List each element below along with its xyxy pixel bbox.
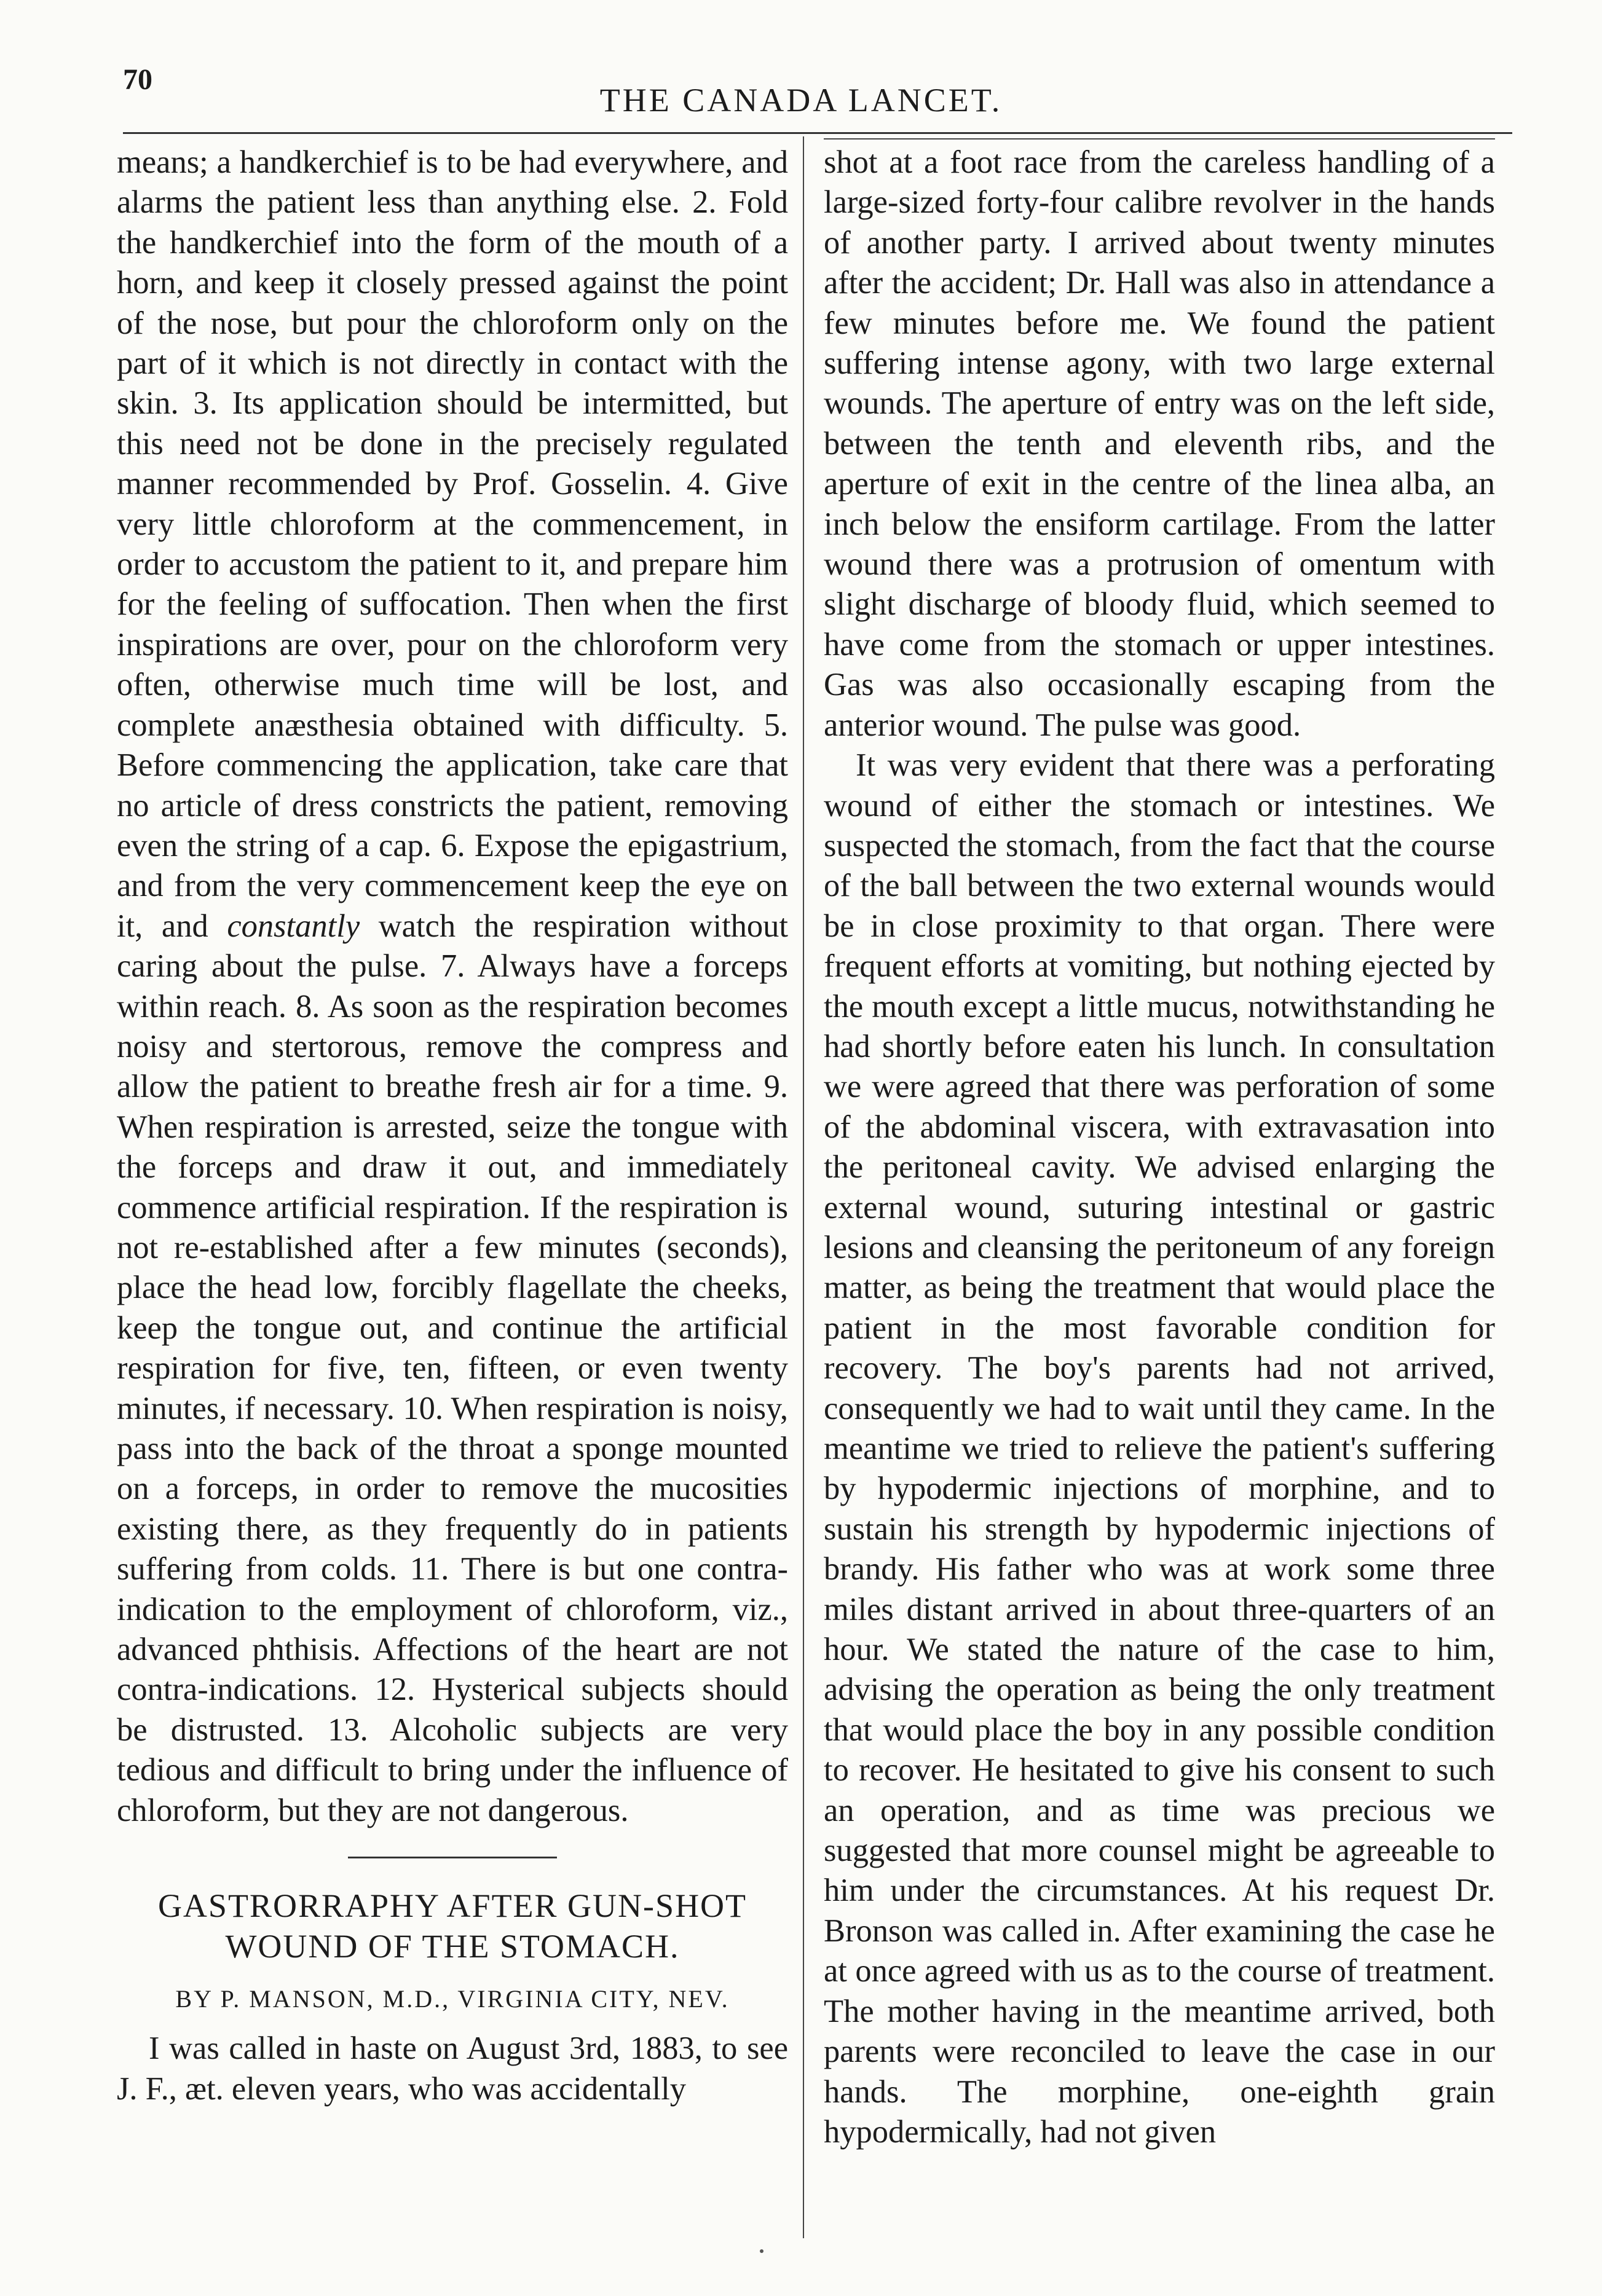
running-head: THE CANADA LANCET. [599,82,1003,119]
page-speck [760,2249,764,2253]
section-divider [348,1857,557,1858]
right-column [824,143,1495,2152]
column-divider [803,136,804,2238]
byline-author: P. MANSON, M.D., VIRGINIA CITY, NEV. [220,1985,730,2013]
right-column-top-rule [824,138,1495,140]
article-title: GASTRORRAPHY AFTER GUN-SHOT WOUND OF THE STOMACH. [157,1887,748,1965]
article-opening-paragraph: I was called in haste on August 3rd, 1883, to see J. F., æt. eleven years, who was accidentally [117,2031,788,2107]
case-description-paragraph: shot at a foot race from the careless handling of a large-sized forty-four calibre revolver in the hands of another party. I arrived about twenty minutes after the accident; Dr. Hall was also in attendance a few minutes before me. We found the patient suffering intense agony, with two large external wounds. The aperture of entry was on the left side, between the tenth and eleventh ribs, and the aperture of exit in the centre of the linea alba, an inch below the ensiform cartilage. From the latter wound there was a protrusion of omentum with slight discharge of bloody fluid, which seemed to have come from the stomach or upper intestines. Gas was also occasionally escaping from the anterior wound. The pulse was good. [824,144,1495,743]
page-number: 70 [123,63,152,96]
case-treatment-paragraph: It was very evident that there was a perforating wound of either the stomach or intestines. We suspected the stomach, from the fact that the course of the ball between the two external wounds would be in close proximity to that organ. There were frequent efforts at vomiting, but nothing ejected by the mouth except a little mucus, notwithstanding he had shortly before eaten his lunch. In consultation we were agreed that there was perforation of some of the abdominal viscera, with extravasation into the peritoneal cavity. We advised enlarging the external wound, suturing intestinal or gastric lesions and cleansing the peritoneum of any foreign matter, as being the treatment that would place the patient in the most favorable condition for recovery. The boy's parents had not arrived, consequently we had to wait until they came. In the meantime we tried to relieve the patient's suffering by hypodermic injections of morphine, and to sustain his strength by hypodermic injections of brandy. His father who was at work some three miles distant arrived in about three-quarters of an hour. We stated the nature of the case to him, advising the operation as being the only treatment that would place the boy in any possible condition to recover. He hesitated to give his consent to such an operation, and as time was precious we suggested that more counsel might be agreeable to him under the circumstances. At his request Dr. Bronson was called in. After examining the case he at once agreed with us as to the course of treatment. The mother having in the meantime arrived, both parents were reconciled to leave the case in our hands. The morphine, one-eighth grain hypodermically, had not given [824,747,1495,2150]
left-column [117,143,788,2109]
chloroform-rules-paragraph [117,143,788,1831]
article-byline [117,1979,788,2019]
byline-prefix: BY [175,1985,213,2013]
chloroform-rules-text-1: means; a handkerchief is to be had everywhere, and alarms the patient less than anything else. 2. Fold the handkerchief into the form of the mouth of a horn, and keep it closely pressed against the point of the nose, but pour the chloroform only on the part of it which is not directly in contact with the skin. 3. Its application should be intermitted, but this need not be done in the precisely regulated manner recommended by Prof. Gosselin. 4. Give very little chloroform at the commencement, in order to accustom the patient to it, and prepare him for the feeling of suffocation. Then when the first inspirations are over, pour on the chloroform very often, otherwise much time will be lost, and complete anæsthesia obtained with difficulty. 5. Before commencing the application, take care that no article of dress constricts the patient, removing even the string of a cap. 6. Expose the epigastrium, and from the very commencement keep the eye on it, and [117,144,788,944]
emphasis-constantly: constantly [227,908,360,944]
header-rule [123,132,1512,134]
chloroform-rules-text-2: watch the respiration without caring about the pulse. 7. Always have a forceps within reach. 8. As soon as the respiration becomes noisy and stertorous, remove the compress and allow the patient to breathe fresh air for a time. 9. When respiration is arrested, seize the tongue with the forceps and draw it out, and immediately commence artificial respiration. If the respiration is not re-established after a few minutes (seconds), place the head low, forcibly flagellate the cheeks, keep the tongue out, and continue the artificial respiration for five, ten, fifteen, or even twenty minutes, if necessary. 10. When respiration is noisy, pass into the back of the throat a sponge mounted on a forceps, in order to remove the mucosities existing there, as they frequently do in patients suffering from colds. 11. There is but one contra-indication to the employment of chloroform, viz., advanced phthisis. Affections of the heart are not contra-indications. 12. Hysterical subjects should be distrusted. 13. Alcoholic subjects are very tedious and difficult to bring under the influence of chloroform, but they are not dangerous. [117,908,788,1828]
